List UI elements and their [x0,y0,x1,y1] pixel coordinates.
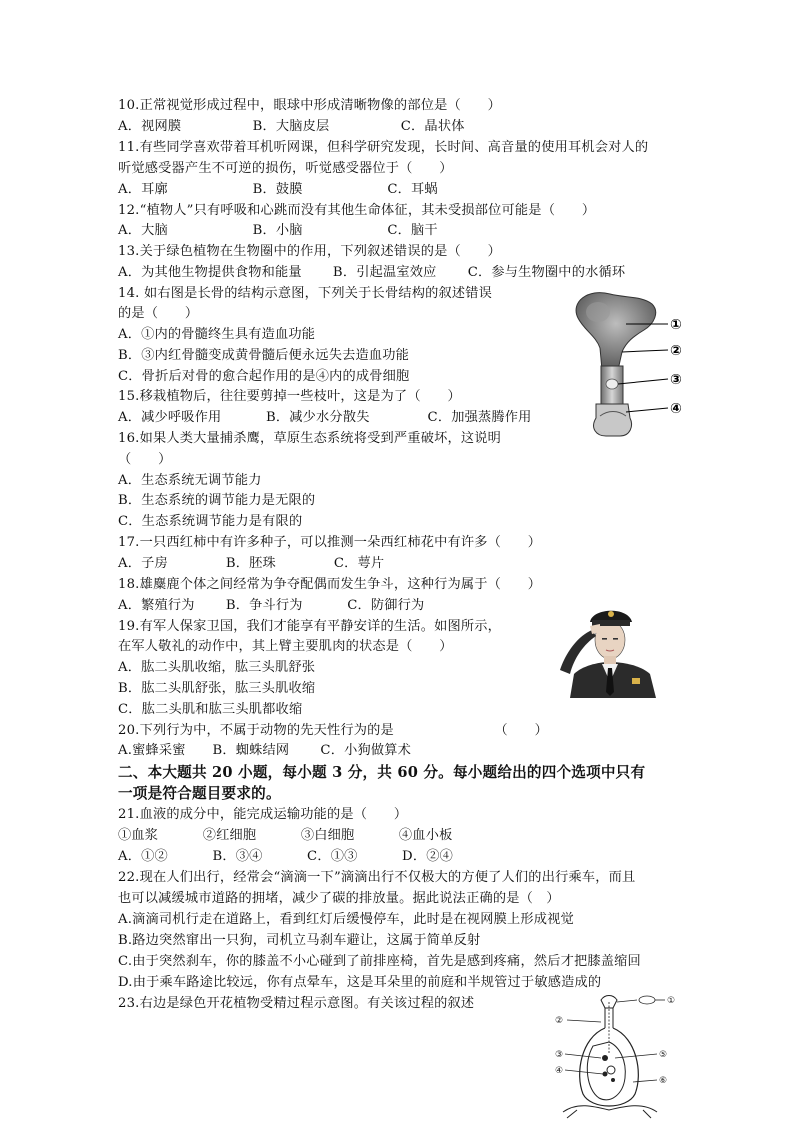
q16-stem-cont: （ ） [118,452,172,467]
flower-label-5: ⑤ [659,1050,668,1060]
q16-option-a: A．生态系统无调节能力 [118,473,262,488]
q19-option-c: C．肱二头肌和肱三头肌都收缩 [118,702,303,717]
bone-label-2: ② [670,343,682,359]
q19-option-a: A．肱二头肌收缩，肱三头肌舒张 [118,660,316,675]
q14-option-b: B．③内红骨髓变成黄骨髓后便永远失去造血功能 [118,348,410,363]
q17-stem: 17.一只西红柿中有许多种子，可以推测一朵西红柿花中有许多（ ） [118,535,542,550]
q10-options: A．视网膜 B．大脑皮层 C．晶状体 [118,119,465,134]
q12-options: A．大脑 B．小脑 C．脑干 [118,223,438,238]
flower-label-6: ⑥ [659,1076,668,1086]
q21-items: ①血浆 ②红细胞 ③白细胞 ④血小板 [118,828,453,843]
flower-fertilization-diagram [553,994,693,1120]
q11-stem: 11.有些同学喜欢带着耳机听网课，但科学研究发现，长时间、高音量的使用耳机会对人的 [118,140,649,155]
bone-label-3: ③ [670,372,682,388]
q15-stem: 15.移栽植物后，往往要剪掉一些枝叶，这是为了（ ） [118,389,461,404]
q21-options: A．①② B．③④ C．①③ D．②④ [118,849,453,864]
q11-options: A．耳廓 B．鼓膜 C．耳蜗 [118,182,438,197]
soldier-salute-photo [552,600,670,698]
q19-stem: 19.有军人保家卫国，我们才能享有平静安详的生活。如图所示， [118,619,502,634]
q22-stem: 22.现在人们出行，经常会“滴滴一下”滴滴出行不仅极大的方便了人们的出行乘车，而且 [118,870,636,885]
flower-label-3: ③ [555,1050,564,1060]
section2-heading-cont: 一项是符合题目要求的。 [118,785,281,802]
q22-option-b: B.路边突然窜出一只狗，司机立马刹车避让，这属于简单反射 [118,933,481,948]
flower-label-2: ② [555,1016,564,1026]
q22-option-d: D.由于乘车路途比较远，你有点晕车，这是耳朵里的前庭和半规管过于敏感造成的 [118,975,602,990]
q15-options: A．减少呼吸作用 B．减少水分散失 C．加强蒸腾作用 [118,410,532,425]
q17-options: A．子房 B．胚珠 C．萼片 [118,556,385,571]
q14-stem: 14. 如右图是长骨的结构示意图，下列关于长骨结构的叙述错误 [118,286,493,301]
q16-stem: 16.如果人类大量捕杀鹰，草原生态系统将受到严重破坏，这说明 [118,431,502,446]
q23-stem: 23.右边是绿色开花植物受精过程示意图。有关该过程的叙述 [118,996,475,1011]
bone-label-4: ④ [670,401,682,417]
q18-options: A．繁殖行为 B．争斗行为 C．防御行为 [118,598,425,613]
q20-stem: 20.下列行为中，不属于动物的先天性行为的是 （ ） [118,723,548,738]
q21-stem: 21.血液的成分中，能完成运输功能的是（ ） [118,807,408,822]
bone-label-1: ① [670,317,682,333]
long-bone-diagram [560,286,690,442]
q19-stem-cont: 在军人敬礼的动作中，其上臂主要肌肉的状态是（ ） [118,639,453,654]
q14-stem-cont: 的是（ ） [118,306,199,321]
q22-stem-cont: 也可以减缓城市道路的拥堵，减少了碳的排放量。据此说法正确的是（ ） [118,891,560,906]
q22-option-c: C.由于突然刹车，你的膝盖不小心碰到了前排座椅，首先是感到疼痛，然后才把膝盖缩回 [118,954,641,969]
section2-heading: 二、本大题共 20 小题，每小题 3 分，共 60 分。每小题给出的四个选项中只有 [118,764,646,781]
q12-stem: 12.“植物人”只有呼吸和心跳而没有其他生命体征，其未受损部位可能是（ ） [118,203,596,218]
q16-option-b: B．生态系统的调节能力是无限的 [118,493,316,508]
flower-label-1: ① [667,996,676,1006]
flower-label-4: ④ [555,1066,564,1076]
q14-option-a: A．①内的骨髓终生具有造血功能 [118,327,316,342]
q19-option-b: B．肱二头肌舒张，肱三头肌收缩 [118,681,316,696]
q22-option-a: A.滴滴司机行走在道路上，看到红灯后缓慢停车，此时是在视网膜上形成视觉 [118,912,574,927]
q11-stem-cont: 听觉感受器产生不可逆的损伤，听觉感受器位于（ ） [118,161,453,176]
q10-stem: 10.正常视觉形成过程中，眼球中形成清晰物像的部位是（ ） [118,98,502,113]
q13-options: A．为其他生物提供食物和能量 B．引起温室效应 C．参与生物圈中的水循环 [118,265,626,280]
q18-stem: 18.雄麋鹿个体之间经常为争夺配偶而发生争斗，这种行为属于（ ） [118,577,542,592]
q13-stem: 13.关于绿色植物在生物圈中的作用，下列叙述错误的是（ ） [118,244,502,259]
q20-options: A.蜜蜂采蜜 B．蜘蛛结网 C．小狗做算术 [118,743,412,758]
q16-option-c: C．生态系统调节能力是有限的 [118,514,303,529]
q14-option-c: C．骨折后对骨的愈合起作用的是④内的成骨细胞 [118,369,410,384]
